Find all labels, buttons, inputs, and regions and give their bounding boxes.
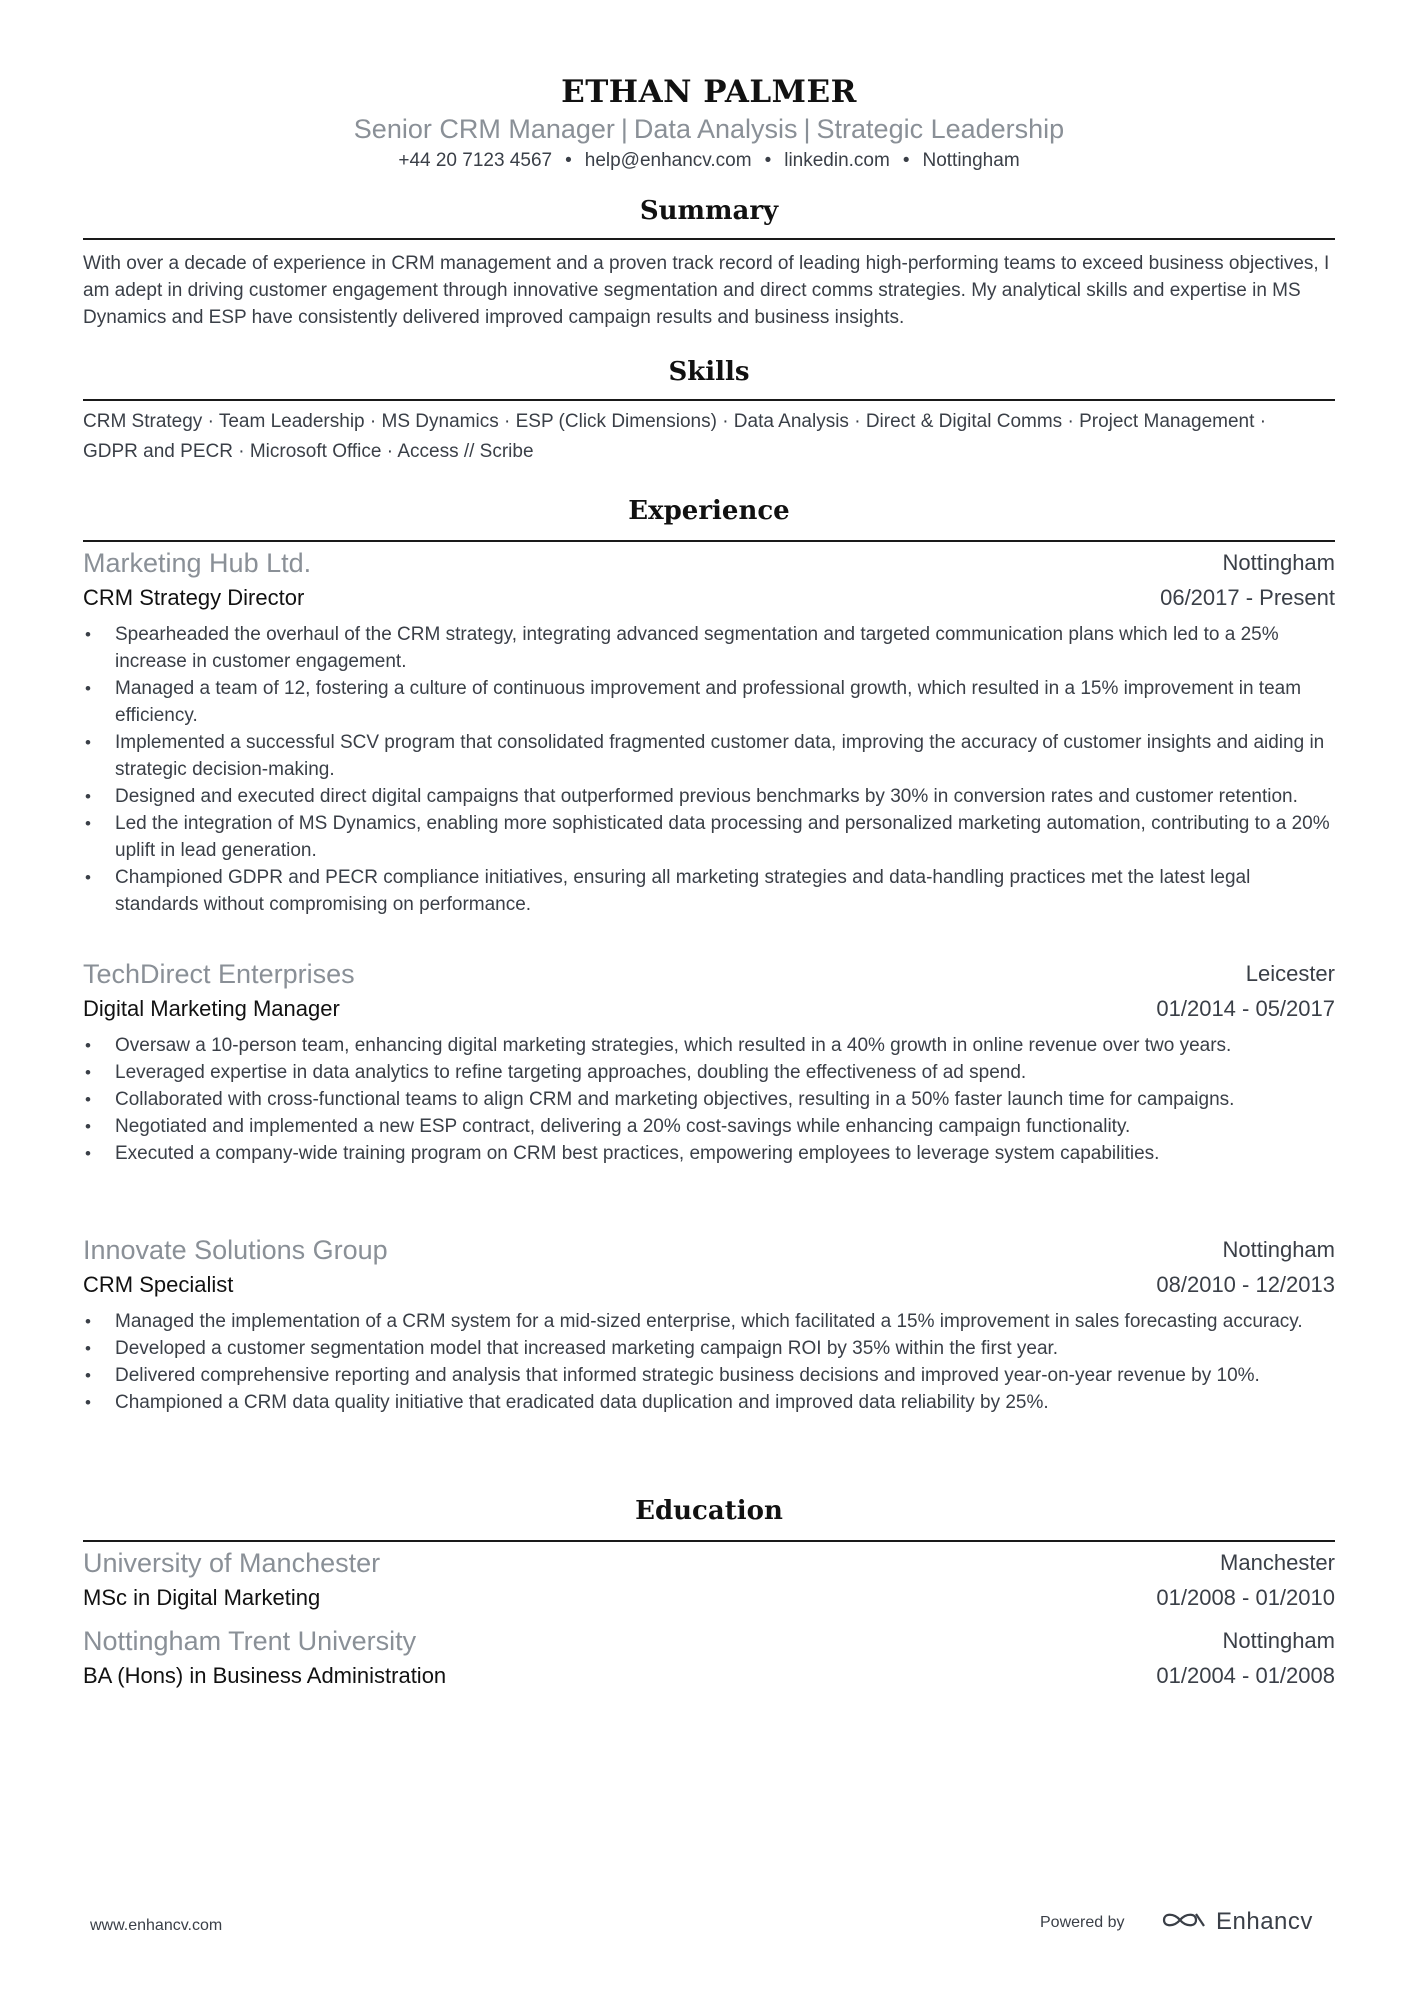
bullet-item: • Collaborated with cross-functional teams to align CRM and marketing objectives, resulting in a 50% faster launch time for campaigns. bbox=[83, 1086, 1335, 1113]
job-header bbox=[83, 959, 1335, 993]
school-header bbox=[83, 1548, 1335, 1582]
experience-heading: Experience bbox=[628, 496, 790, 526]
headline-separator: | bbox=[803, 114, 811, 144]
headline-separator: | bbox=[620, 114, 628, 144]
phone: +44 20 7123 4567 bbox=[398, 150, 553, 171]
skill-item: Data Analysis · bbox=[733, 411, 861, 432]
bullet-item: • Negotiated and implemented a new ESP contract, delivering a 20% cost-savings while enhancing campaign functionality. bbox=[83, 1113, 1335, 1140]
degree: MSc in Digital Marketing bbox=[83, 1585, 321, 1610]
skills-heading: Skills bbox=[668, 357, 750, 387]
job-title: CRM Specialist bbox=[83, 1272, 234, 1297]
headline-item: Data Analysis bbox=[633, 114, 798, 144]
skills-divider bbox=[83, 399, 1335, 401]
job-title: CRM Strategy Director bbox=[83, 585, 305, 610]
bullet-item: • Managed a team of 12, fostering a culture of continuous improvement and professional growth, which resulted in a 15% improvement in team efficiency. bbox=[83, 675, 1335, 729]
bullet-item: • Managed the implementation of a CRM system for a mid-sized enterprise, which facilitated a 15% improvement in sales forecasting accuracy. bbox=[83, 1308, 1335, 1335]
contact-line bbox=[83, 150, 1335, 172]
company-name: TechDirect Enterprises bbox=[83, 959, 355, 989]
job-bullets bbox=[83, 621, 1335, 918]
contact-separator: • bbox=[764, 150, 772, 171]
job-header bbox=[83, 548, 1335, 582]
school-header bbox=[83, 1626, 1335, 1660]
bullet-item: • Designed and executed direct digital campaigns that outperformed previous benchmarks by 30% in conversion rates and customer retention. bbox=[83, 783, 1335, 810]
summary-text: With over a decade of experience in CRM management and a proven track record of leading high-performing teams to exceed business objectives, I am adept in driving customer engagement through innovative segmentation and direct comms strategies. My analytical skills and expertise in MS Dynamics and ESP have consistently delivered improved campaign results and business insights. bbox=[83, 253, 1330, 328]
job-header bbox=[83, 1235, 1335, 1269]
job-subheader bbox=[83, 1272, 1335, 1306]
headline bbox=[83, 114, 1335, 145]
email-link[interactable]: help@enhancv.com bbox=[584, 150, 752, 171]
bullet-item: • Spearheaded the overhaul of the CRM strategy, integrating advanced segmentation and targeted communication plans which led to a 25% increase in customer engagement. bbox=[83, 621, 1335, 675]
skills-list bbox=[83, 407, 1343, 467]
headline-item: Senior CRM Manager bbox=[353, 114, 615, 144]
school-name: University of Manchester bbox=[83, 1548, 381, 1578]
footer-website-link[interactable]: www.enhancv.com bbox=[90, 1917, 223, 1934]
contact-separator: • bbox=[565, 150, 572, 171]
summary-divider bbox=[83, 238, 1335, 240]
powered-by-label: Powered by bbox=[1040, 1914, 1125, 1931]
skill-item: Microsoft Office · bbox=[249, 441, 394, 462]
school-location: Nottingham bbox=[1222, 1628, 1335, 1653]
job-location: Nottingham bbox=[1222, 1237, 1335, 1262]
job-dates: 01/2014 - 05/2017 bbox=[1156, 996, 1335, 1021]
degree: BA (Hons) in Business Administration bbox=[83, 1663, 447, 1688]
education-divider bbox=[83, 1540, 1335, 1542]
linkedin-link[interactable]: linkedin.com bbox=[784, 150, 890, 171]
bullet-item: • Championed GDPR and PECR compliance initiatives, ensuring all marketing strategies and data-handling practices met the latest legal standards without compromising on performance. bbox=[83, 864, 1335, 918]
skill-item: MS Dynamics · bbox=[381, 411, 511, 432]
company-name: Marketing Hub Ltd. bbox=[83, 548, 312, 578]
bullet-item: • Implemented a successful SCV program that consolidated fragmented customer data, improving the accuracy of customer insights and aiding in strategic decision-making. bbox=[83, 729, 1335, 783]
school-name: Nottingham Trent University bbox=[83, 1626, 417, 1656]
bullet-item: • Executed a company-wide training program on CRM best practices, empowering employees to leverage system capabilities. bbox=[83, 1140, 1335, 1167]
education-heading: Education bbox=[635, 1496, 783, 1526]
job-dates: 06/2017 - Present bbox=[1160, 585, 1335, 610]
candidate-name: ETHAN PALMER bbox=[561, 74, 857, 110]
skill-item: Access // Scribe bbox=[397, 441, 534, 462]
bullet-item: • Oversaw a 10-person team, enhancing digital marketing strategies, which resulted in a 40% growth in online revenue over two years. bbox=[83, 1032, 1335, 1059]
location: Nottingham bbox=[922, 150, 1020, 171]
bullet-item: • Led the integration of MS Dynamics, enabling more sophisticated data processing and personalized marketing automation, contributing to a 20% uplift in lead generation. bbox=[83, 810, 1335, 864]
skill-item: Project Management · bbox=[1079, 411, 1267, 432]
headline-item: Strategic Leadership bbox=[816, 114, 1065, 144]
bullet-item: • Championed a CRM data quality initiative that eradicated data duplication and improved data reliability by 25%. bbox=[83, 1389, 1335, 1416]
brand-logo[interactable] bbox=[1160, 1904, 1313, 1940]
job-bullets bbox=[83, 1032, 1335, 1167]
summary-heading: Summary bbox=[639, 196, 779, 226]
company-name: Innovate Solutions Group bbox=[83, 1235, 388, 1265]
job-location: Nottingham bbox=[1222, 550, 1335, 575]
job-dates: 08/2010 - 12/2013 bbox=[1156, 1272, 1335, 1297]
job-subheader bbox=[83, 585, 1335, 619]
bullet-item: • Leveraged expertise in data analytics to refine targeting approaches, doubling the effectiveness of ad spend. bbox=[83, 1059, 1335, 1086]
contact-separator: • bbox=[902, 150, 910, 171]
school-subheader bbox=[83, 1663, 1335, 1697]
skill-item: Direct & Digital Comms · bbox=[865, 411, 1074, 432]
job-bullets bbox=[83, 1308, 1335, 1416]
skill-item: ESP (Click Dimensions) · bbox=[515, 411, 729, 432]
experience-divider bbox=[83, 540, 1335, 542]
skill-item: Team Leadership · bbox=[218, 411, 377, 432]
bullet-item: • Delivered comprehensive reporting and analysis that informed strategic business decisions and improved year-on-year revenue by 10%. bbox=[83, 1362, 1335, 1389]
enhancv-logo-icon bbox=[1160, 1908, 1208, 1937]
school-dates: 01/2004 - 01/2008 bbox=[1156, 1663, 1335, 1688]
skill-item: CRM Strategy · bbox=[83, 411, 214, 432]
school-location: Manchester bbox=[1220, 1550, 1335, 1575]
bullet-item: • Developed a customer segmentation model that increased marketing campaign ROI by 35% within the first year. bbox=[83, 1335, 1335, 1362]
school-subheader bbox=[83, 1585, 1335, 1619]
job-subheader bbox=[83, 996, 1335, 1030]
brand-name: Enhancv bbox=[1216, 1908, 1313, 1935]
job-title: Digital Marketing Manager bbox=[83, 996, 340, 1021]
job-location: Leicester bbox=[1245, 961, 1335, 986]
school-dates: 01/2008 - 01/2010 bbox=[1156, 1585, 1335, 1610]
skill-item: GDPR and PECR · bbox=[83, 441, 245, 462]
